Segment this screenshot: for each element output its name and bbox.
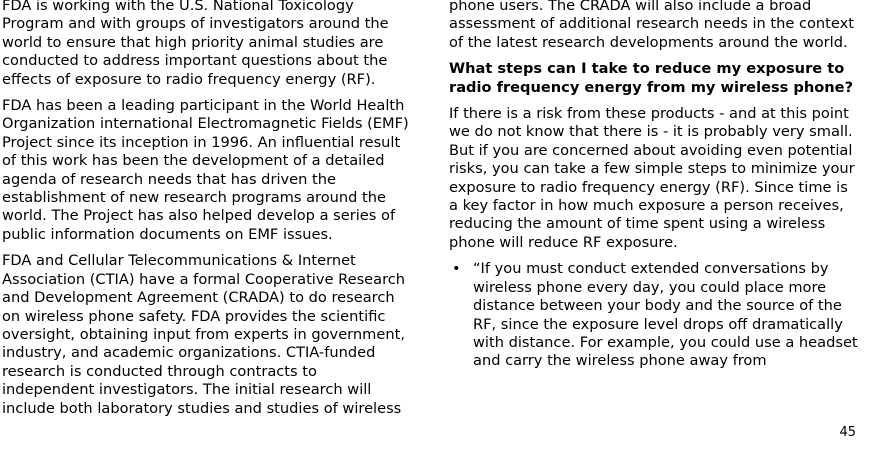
paragraph-who-emf-project: FDA has been a leading participant in the World Health Organization international Electromagnetic Fields (EMF) Project since its inception in 1996. An influential result of this work has been the development of a detailed agenda of research needs that has driven the establishment of new research programs around the world. The Project has also helped develop a series of public information documents on EMF issues. xyxy=(2,97,409,243)
section-heading-reduce-exposure: What steps can I take to reduce my exposure to radio frequency energy from my wireless phone? xyxy=(449,60,854,96)
tips-list xyxy=(449,260,859,370)
paragraph-risk-advice: If there is a risk from these products - and at this point we do not know that there is - it is probably very small. But if you are concerned about avoiding even potential risks, you can take a few simple steps to minimize your exposure to radio frequency energy (RF). Since time is a key factor in how much exposure a person receives, reducing the amount of time spent using a wireless phone will reduce RF exposure. xyxy=(449,105,855,251)
right-column xyxy=(449,0,859,371)
list-item xyxy=(449,260,859,370)
list-item-text: “If you must conduct extended conversations by wireless phone every day, you could place more distance between your body and the source of the RF, since the exposure level drops off dramatically with distance. For example, you could use a headset and carry the wireless phone away from xyxy=(473,260,858,370)
bullet-icon: • xyxy=(452,260,461,278)
left-column xyxy=(2,0,409,426)
paragraph-ctia-crada: FDA and Cellular Telecommunications & Internet Association (CTIA) have a formal Cooperative Research and Development Agreement (CRADA) to do research on wireless phone safety. FDA provides the scientific oversight, obtaining input from experts in government, industry, and academic organizations. CTIA-funded research is conducted through contracts to independent investigators. The initial research will include both laboratory studies and studies of wireless xyxy=(2,252,406,417)
paragraph-crada-continuation: phone users. The CRADA will also include a broad assessment of additional research needs in the context of the latest research developments around the world. xyxy=(449,0,854,51)
paragraph-ntp-studies: FDA is working with the U.S. National Toxicology Program and with groups of investigators around the world to ensure that high priority animal studies are conducted to address important questions about the effects of exposure to radio frequency energy (RF). xyxy=(2,0,389,88)
page-number: 45 xyxy=(839,425,856,440)
